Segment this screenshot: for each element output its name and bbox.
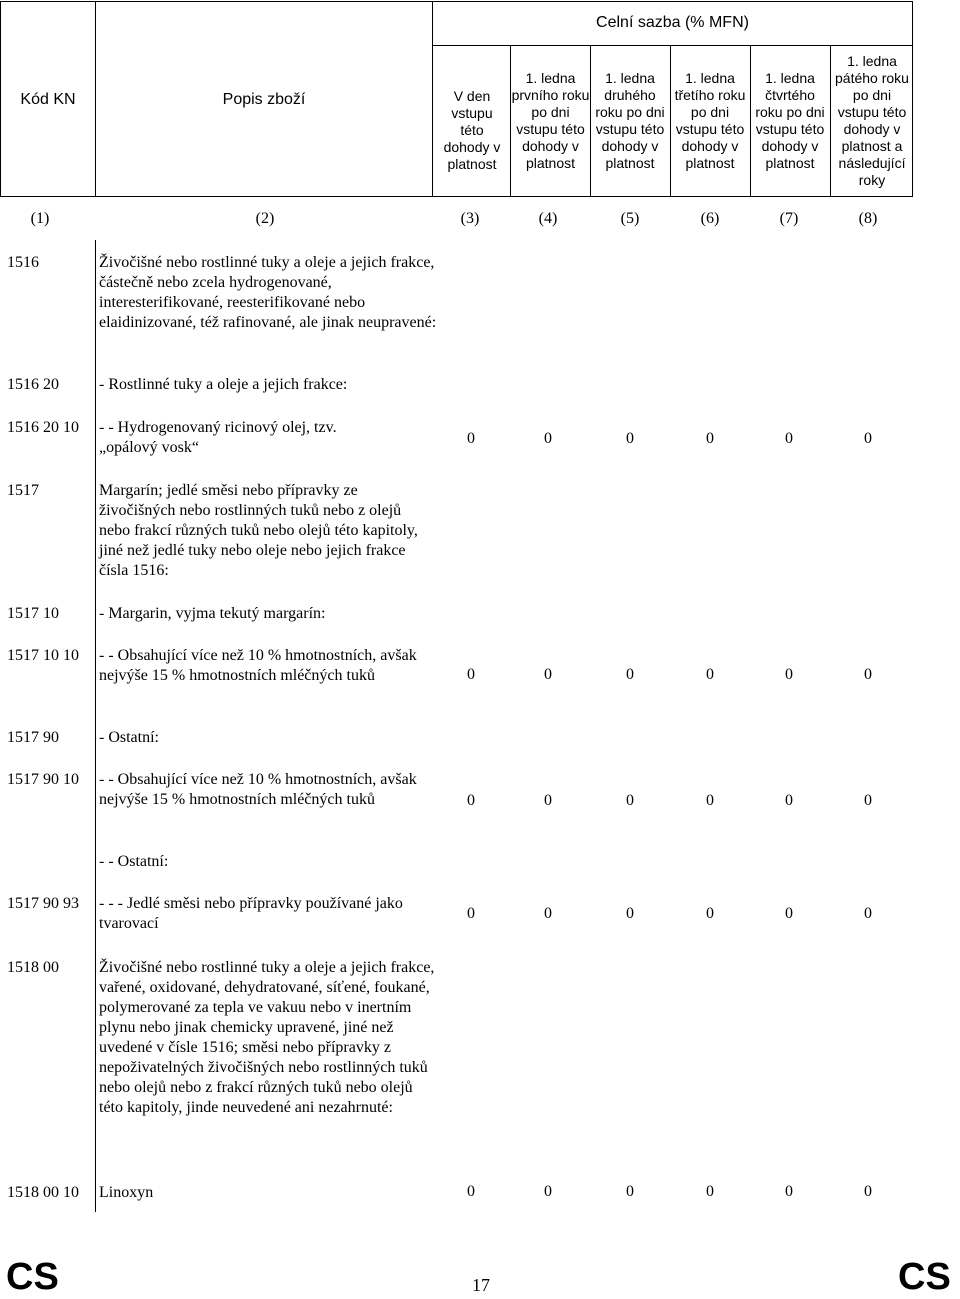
row-code: 1517 90	[7, 729, 59, 746]
header-group-divider	[432, 45, 913, 46]
rate-value: 0	[785, 1183, 793, 1200]
header-rate-col-3: V den vstupu této dohody v platnost	[443, 88, 501, 172]
row-description: Živočišné nebo rostlinné tuky a oleje a jejich frakce, vařené, oxidované, dehydratované, síťené, foukané, polymerované za tepla ve vakuu nebo v inertním plynu nebo jinak chemicky upravené, jiné než uvedené v čísle 1516; směsi nebo přípravky z nepoživatelných živočišných nebo rostlinných tuků nebo olejů nebo z frakcí různých tuků nebo olejů této kapitoly, jinde neuvedené ani nezahrnuté:	[99, 959, 435, 1116]
rate-value: 0	[785, 430, 793, 447]
rate-value: 0	[626, 1183, 634, 1200]
row-description: - - Hydrogenovaný ricinový olej, tzv. „opálový vosk“	[99, 419, 337, 456]
row-description: - - Obsahující více než 10 % hmotnostních, avšak nejvýše 15 % hmotnostních mléčných tuků	[99, 771, 417, 808]
row-description: Živočišné nebo rostlinné tuky a oleje a jejich frakce, částečně nebo zcela hydrogenované, interesterifikované, reesterifikované nebo elaidinizované, též rafinované, ale jinak neupravené:	[99, 254, 437, 331]
footer-language-mark-left: CS	[6, 1256, 59, 1298]
column-number-5: (5)	[620, 210, 640, 227]
column-number-7: (7)	[779, 210, 799, 227]
rate-value: 0	[864, 666, 872, 683]
row-code: 1517 10 10	[7, 647, 79, 664]
row-code: 1517	[7, 482, 39, 499]
rate-value: 0	[785, 905, 793, 922]
column-number-8: (8)	[858, 210, 878, 227]
header-bottom-border	[0, 196, 913, 197]
row-description: - - - Jedlé směsi nebo přípravky používané jako tvarovací	[99, 895, 403, 932]
rate-value: 0	[864, 792, 872, 809]
rate-value: 0	[544, 430, 552, 447]
rate-value: 0	[626, 905, 634, 922]
row-code: 1516 20 10	[7, 419, 79, 436]
rate-value: 0	[706, 1183, 714, 1200]
column-number-3: (3)	[460, 210, 480, 227]
rate-value: 0	[785, 792, 793, 809]
rate-value: 0	[626, 792, 634, 809]
rate-value: 0	[544, 905, 552, 922]
row-code: 1518 00	[7, 959, 59, 976]
header-kod-kn: Kód KN	[20, 91, 76, 108]
header-rate-col-4: 1. ledna prvního roku po dni vstupu této dohody v platnost	[511, 70, 590, 171]
row-description: - Ostatní:	[99, 729, 159, 746]
header-rate-col-5: 1. ledna druhého roku po dni vstupu této dohody v platnost	[595, 70, 665, 171]
rate-value: 0	[467, 666, 475, 683]
header-rate-col-7: 1. ledna čtvrtého roku po dni vstupu této dohody v platnost	[755, 70, 825, 171]
rate-value: 0	[785, 666, 793, 683]
row-code: 1517 90 10	[7, 771, 79, 788]
row-code: 1517 10	[7, 605, 59, 622]
row-description: - Rostlinné tuky a oleje a jejich frakce:	[99, 376, 348, 393]
rate-value: 0	[467, 430, 475, 447]
header-group-title: Celní sazba (% MFN)	[596, 14, 749, 31]
header-divider-rate5	[830, 45, 831, 197]
column-number-1: (1)	[30, 210, 50, 227]
body-column-separator	[95, 240, 96, 1212]
rate-value: 0	[706, 430, 714, 447]
rate-value: 0	[467, 905, 475, 922]
rate-value: 0	[467, 792, 475, 809]
rate-value: 0	[706, 666, 714, 683]
header-popis-zbozi: Popis zboží	[222, 91, 306, 108]
row-code: 1517 90 93	[7, 895, 79, 912]
rate-value: 0	[467, 1183, 475, 1200]
rate-value: 0	[706, 792, 714, 809]
rate-value: 0	[864, 1183, 872, 1200]
column-number-6: (6)	[700, 210, 720, 227]
rate-value: 0	[544, 1183, 552, 1200]
header-top-border	[0, 1, 913, 2]
row-description: - Margarin, vyjma tekutý margarín:	[99, 605, 326, 622]
row-code: 1516	[7, 254, 39, 271]
rate-value: 0	[706, 905, 714, 922]
header-divider-rate4	[750, 45, 751, 197]
header-rate-col-6: 1. ledna třetího roku po dni vstupu této dohody v platnost	[674, 70, 746, 171]
rate-value: 0	[864, 905, 872, 922]
column-number-2: (2)	[255, 210, 275, 227]
column-number-4: (4)	[538, 210, 558, 227]
row-code: 1518 00 10	[7, 1184, 79, 1201]
rate-value: 0	[544, 666, 552, 683]
header-divider-rate3	[670, 45, 671, 197]
footer-language-mark-right: CS	[898, 1256, 951, 1298]
row-description: Linoxyn	[99, 1184, 154, 1201]
row-description: - - Obsahující více než 10 % hmotnostních, avšak nejvýše 15 % hmotnostních mléčných tuků	[99, 647, 417, 684]
row-code: 1516 20	[7, 376, 59, 393]
header-rate-col-8: 1. ledna pátého roku po dni vstupu této dohody v platnost a následující roky	[835, 53, 909, 188]
rate-value: 0	[864, 430, 872, 447]
rate-value: 0	[544, 792, 552, 809]
page-number: 17	[472, 1275, 490, 1295]
row-description: Margarín; jedlé směsi nebo přípravky ze živočišných nebo rostlinných tuků nebo z olejů nebo frakcí různých tuků nebo olejů této kapitoly, jiné než jedlé tuky nebo oleje nebo jejich frakce čísla 1516:	[99, 482, 418, 579]
row-description: - - Ostatní:	[99, 853, 169, 870]
header-divider-rate2	[590, 45, 591, 197]
rate-value: 0	[626, 430, 634, 447]
rate-value: 0	[626, 666, 634, 683]
